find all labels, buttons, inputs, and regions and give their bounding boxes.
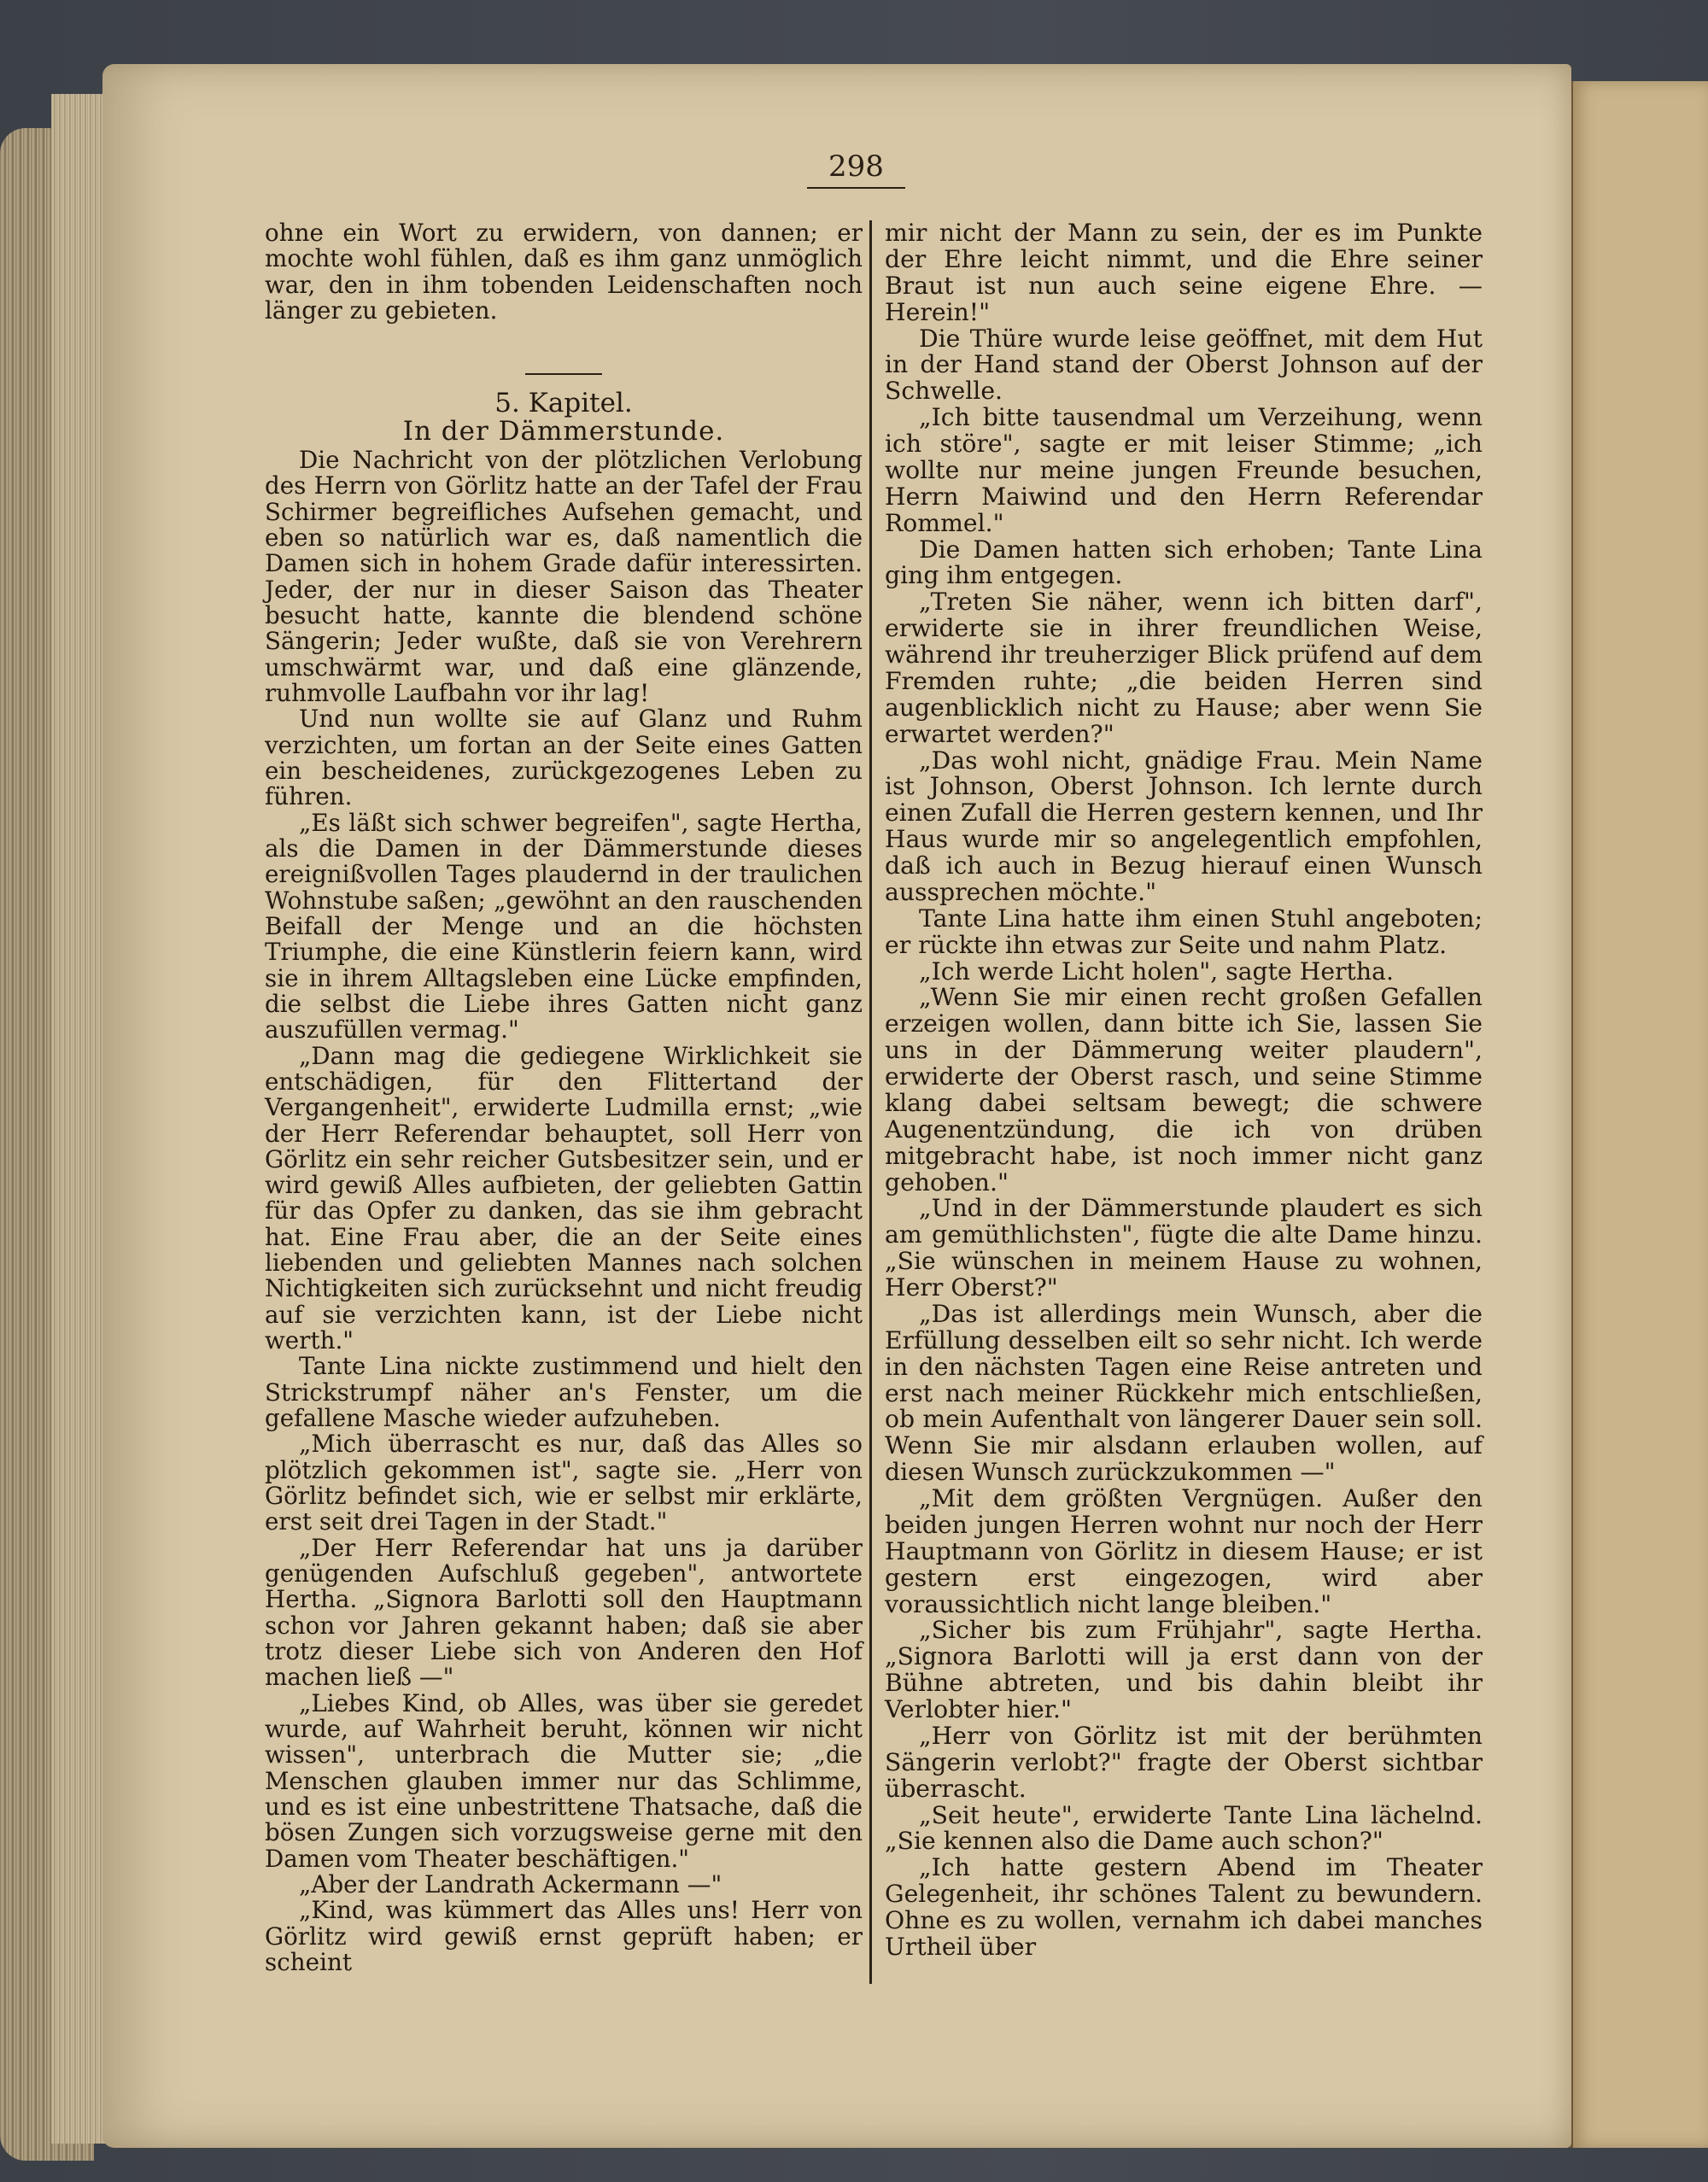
paragraph: „Mich überrascht es nur, daß das Alles so plötzlich gekommen ist", sagte sie. „Herr von Görlitz befindet sich, wie er selbst mir erklärte, erst seit drei Tagen in der Stadt." <box>265 1430 863 1536</box>
paragraph: Die Damen hatten sich erhoben; Tante Lina ging ihm entgegen. <box>885 535 1483 590</box>
paragraph: „Das wohl nicht, gnädige Frau. Mein Name ist Johnson, Oberst Johnson. Ich lernte durch einen Zufall die Herren gestern kennen, und Ihr Haus wurde mir so angelegentlich empfohlen, daß ich auch in Bezug hierauf einen Wunsch aussprechen möchte." <box>885 746 1483 906</box>
paragraph: „Mit dem größten Vergnügen. Außer den beiden jungen Herren wohnt nur noch der Herr Hauptmann von Görlitz in diesem Hause; er ist gestern erst eingezogen, wird aber voraussichtlich nicht lange bleiben." <box>885 1484 1483 1618</box>
paragraph: „Treten Sie näher, wenn ich bitten darf", erwiderte sie in ihrer freundlichen Weise, während ihr treuherziger Blick prüfend auf dem Fremden ruhte; „die beiden Herren sind augenblicklich nicht zu Hause; aber wenn Sie erwartet werden?" <box>885 588 1483 748</box>
opening-paragraph: ohne ein Wort zu erwidern, von dannen; er mochte wohl fühlen, daß es ihm ganz unmöglich war, den in ihm tobenden Leidenschaften noch länger zu gebieten. <box>265 219 863 325</box>
paragraph: Tante Lina hatte ihm einen Stuhl angeboten; er rückte ihn etwas zur Seite und nahm Platz. <box>885 904 1483 959</box>
column-divider <box>869 220 872 1984</box>
paragraph: „Dann mag die gediegene Wirklichkeit sie entschädigen, für den Flittertand der Vergangenheit", erwiderte Ludmilla ernst; „wie der Herr Referendar behauptet, soll Herr von Görlitz ein sehr reicher Gutsbesitzer sein, und er wird gewiß Alles aufbieten, der geliebten Gattin für das Opfer zu danken, das sie ihm gebracht hat. Eine Frau aber, die an der Seite eines liebenden und geliebten Mannes nach solchen Nichtigkeiten sich zurücksehnt und nicht freudig auf sie verzichten kann, ist der Liebe nicht werth." <box>265 1041 863 1355</box>
paragraph: „Ich bitte tausendmal um Verzeihung, wenn ich störe", sagte er mit leiser Stimme; „ich wollte nur meine jungen Freunde besuchen, Herrn Maiwind und den Herrn Referendar Rommel." <box>885 403 1483 537</box>
paragraph: Die Nachricht von der plötzlichen Verlobung des Herrn von Görlitz hatte an der Tafel der Frau Schirmer begreifliches Aufsehen gemacht, und eben so natürlich war es, daß namentlich die Damen sich in hohem Grade dafür interessirten. Jeder, der nur in dieser Saison das Theater besucht hatte, kannte die blendend schöne Sängerin; Jeder wußte, daß sie von Verehrern umschwärmt war, und daß eine glänzende, ruhmvolle Laufbahn vor ihr lag! <box>265 445 863 707</box>
left-column <box>265 220 863 1975</box>
facing-page-edge <box>1573 81 1708 2148</box>
paragraph: „Der Herr Referendar hat uns ja darüber genügenden Aufschluß gegeben", antwortete Hertha. „Signora Barlotti soll den Hauptmann schon vor Jahren gekannt haben; daß sie aber trotz dieser Liebe sich von Anderen den Hof machen ließ —" <box>265 1533 863 1692</box>
paragraph: „Seit heute", erwiderte Tante Lina lächelnd. „Sie kennen also die Dame auch schon?" <box>885 1800 1483 1856</box>
paragraph: „Herr von Görlitz ist mit der berühmten Sängerin verlobt?" fragte der Oberst sichtbar überrascht. <box>885 1721 1483 1803</box>
paragraph: „Kind, was kümmert das Alles uns! Herr von Görlitz wird gewiß ernst geprüft haben; er scheint <box>265 1896 863 1976</box>
chapter-subtitle: In der Dämmerstunde. <box>402 415 725 447</box>
chapter-title: 5. Kapitel. <box>494 388 633 419</box>
paragraph: Tante Lina nickte zustimmend und hielt den Strickstrumpf näher an's Fenster, um die gefallene Masche wieder aufzuheben. <box>265 1352 863 1433</box>
paragraph: „Ich werde Licht holen", sagte Hertha. <box>919 956 1394 986</box>
paragraph: „Und in der Dämmerstunde plaudert es sich am gemüthlichsten", fügte die alte Dame hinzu. „Sie wünschen in meinem Hause zu wohnen, Herr Oberst?" <box>885 1194 1483 1302</box>
paragraph: „Das ist allerdings mein Wunsch, aber die Erfüllung desselben eilt so sehr nicht. Ich werde in den nächsten Tagen eine Reise antreten und erst nach meiner Rückkehr mich entschließen, ob mein Aufenthalt von längerer Dauer sein soll. Wenn Sie mir alsdann erlauben wollen, auf diesen Wunsch zurückzukommen —" <box>885 1299 1483 1487</box>
page-number: 298 <box>828 149 884 184</box>
paragraph: Und nun wollte sie auf Glanz und Ruhm verzichten, um fortan an der Seite eines Gatten ein bescheidenes, zurückgezogenes Leben zu führen. <box>265 705 863 811</box>
paragraph: „Aber der Landrath Ackermann —" <box>299 1870 722 1899</box>
paragraph: „Es läßt sich schwer begreifen", sagte Hertha, als die Damen in der Dämmerstunde dieses ereignißvollen Tages plaudernd in der traulichen Wohnstube saßen; „gewöhnt an den rauschenden Beifall der Menge und an die höchsten Triumphe, die eine Künstlerin feiern kann, wird sie in ihrem Alltagsleben eine Lücke empfinden, die selbst die Liebe ihres Gatten nicht ganz auszufüllen vermag." <box>265 808 863 1044</box>
paragraph: „Sicher bis zum Frühjahr", sagte Hertha. „Signora Barlotti will ja erst dann von der Bühne abtreten, und bis dahin bleibt ihr Verlobter hier." <box>885 1616 1483 1723</box>
opening-paragraph: mir nicht der Mann zu sein, der es im Punkte der Ehre leicht nimmt, und die Ehre seiner Braut ist nun auch seine eigene Ehre. — Herein!" <box>885 219 1483 326</box>
paragraph: Die Thüre wurde leise geöffnet, mit dem Hut in der Hand stand der Oberst Johnson auf der Schwelle. <box>885 324 1483 406</box>
paragraph: „Ich hatte gestern Abend im Theater Gelegenheit, ihr schönes Talent zu bewundern. Ohne es zu wollen, vernahm ich dabei manches Urtheil über <box>885 1853 1483 1961</box>
header-rule <box>807 187 905 189</box>
page-header <box>807 149 905 189</box>
section-divider <box>525 373 602 375</box>
right-column <box>885 220 1483 1961</box>
paragraph: „Wenn Sie mir einen recht großen Gefallen erzeigen wollen, dann bitte ich Sie, lassen Sie uns in der Dämmerung weiter plaudern", erwiderte der Oberst rasch, und seine Stimme klang dabei seltsam bewegt; die schwere Augenentzündung, die ich von drüben mitgebracht habe, ist noch immer nicht ganz gehoben." <box>885 983 1483 1196</box>
paragraph: „Liebes Kind, ob Alles, was über sie geredet wurde, auf Wahrheit beruht, können wir nicht wissen", unterbrach die Mutter sie; „die Menschen glauben immer nur das Schlimme, und es ist eine unbestrittene Thatsache, daß die bösen Zungen sich vorzugsweise gerne mit den Damen vom Theater beschäftigen." <box>265 1688 863 1873</box>
